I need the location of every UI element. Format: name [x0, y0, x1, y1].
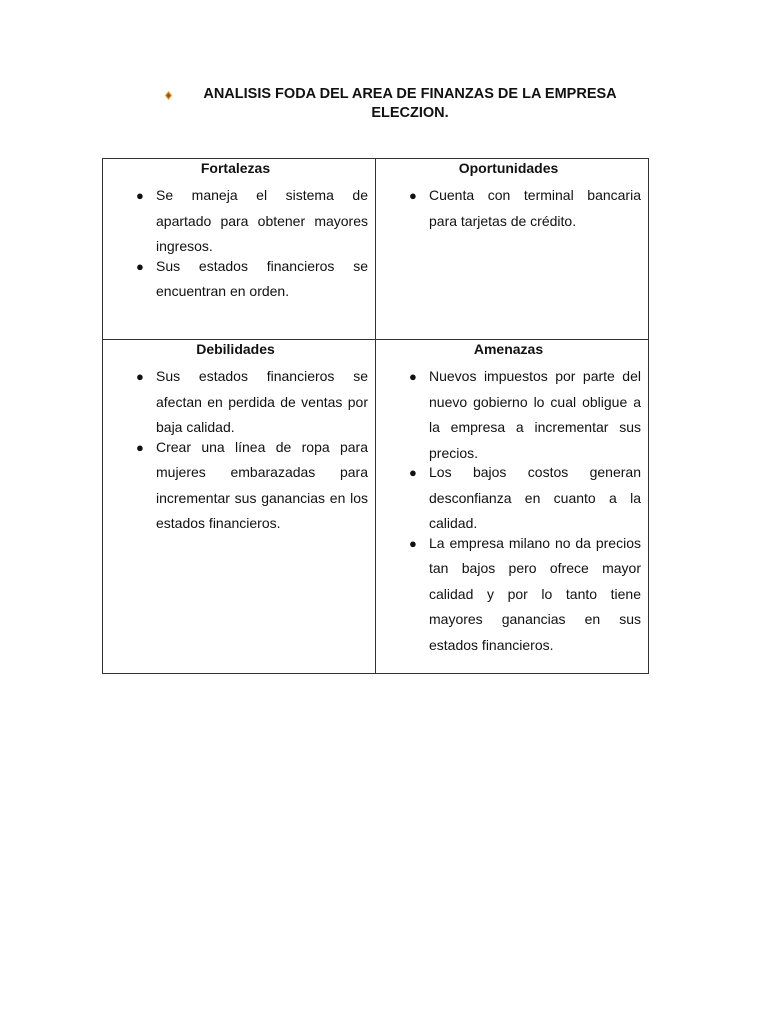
bullet-icon: ● — [409, 369, 417, 384]
heading-fortalezas: Fortalezas — [200, 160, 271, 176]
bullet-icon: ● — [409, 535, 417, 551]
list-item: ● Los bajos costos generan desconfianza en cuanto a la calidad. — [376, 460, 641, 537]
list-item: ● Sus estados financieros se afectan en perdida de ventas por baja calidad. — [103, 364, 368, 441]
cell-fortalezas — [103, 159, 376, 340]
list-debilidades — [103, 364, 368, 537]
bullet-icon: ● — [136, 369, 144, 384]
heading-oportunidades: Oportunidades — [458, 160, 559, 176]
list-item: ● Sus estados financieros se encuentran en orden. — [103, 254, 368, 305]
table-row-top — [103, 159, 649, 340]
list-item: ● Crear una línea de ropa para mujeres embarazadas para incrementar sus ganancias en los estados financieros. — [103, 435, 368, 537]
document-title — [160, 85, 660, 123]
list-item: ● Cuenta con terminal bancaria para tarjetas de crédito. — [376, 183, 641, 234]
bullet-icon: ● — [136, 439, 144, 455]
list-oportunidades — [376, 183, 641, 234]
bullet-icon: ● — [409, 465, 417, 480]
cell-debilidades — [103, 340, 376, 674]
title-line-2: ELECZION. — [371, 105, 449, 121]
bullet-icon: ● — [136, 258, 144, 274]
bullet-icon: ● — [409, 188, 417, 203]
list-amenazas — [376, 364, 641, 658]
cell-amenazas — [376, 340, 649, 674]
list-item: ● La empresa milano no da precios tan bajos pero ofrece mayor calidad y por lo tanto tiene mayores ganancias en sus estados financieros. — [376, 531, 641, 659]
cell-oportunidades — [376, 159, 649, 340]
list-item: ● Nuevos impuestos por parte del nuevo gobierno lo cual obligue a la empresa a incrementar sus precios. — [376, 364, 641, 466]
list-item: ● Se maneja el sistema de apartado para obtener mayores ingresos. — [103, 183, 368, 260]
heading-debilidades: Debilidades — [196, 341, 275, 357]
list-fortalezas — [103, 183, 368, 305]
bullet-icon: ● — [136, 188, 144, 203]
heading-amenazas: Amenazas — [473, 341, 544, 357]
table-row-bottom — [103, 340, 649, 674]
title-line-1: ANALISIS FODA DEL AREA DE FINANZAS DE LA EMPRESA — [203, 86, 617, 102]
foda-table — [102, 158, 649, 674]
